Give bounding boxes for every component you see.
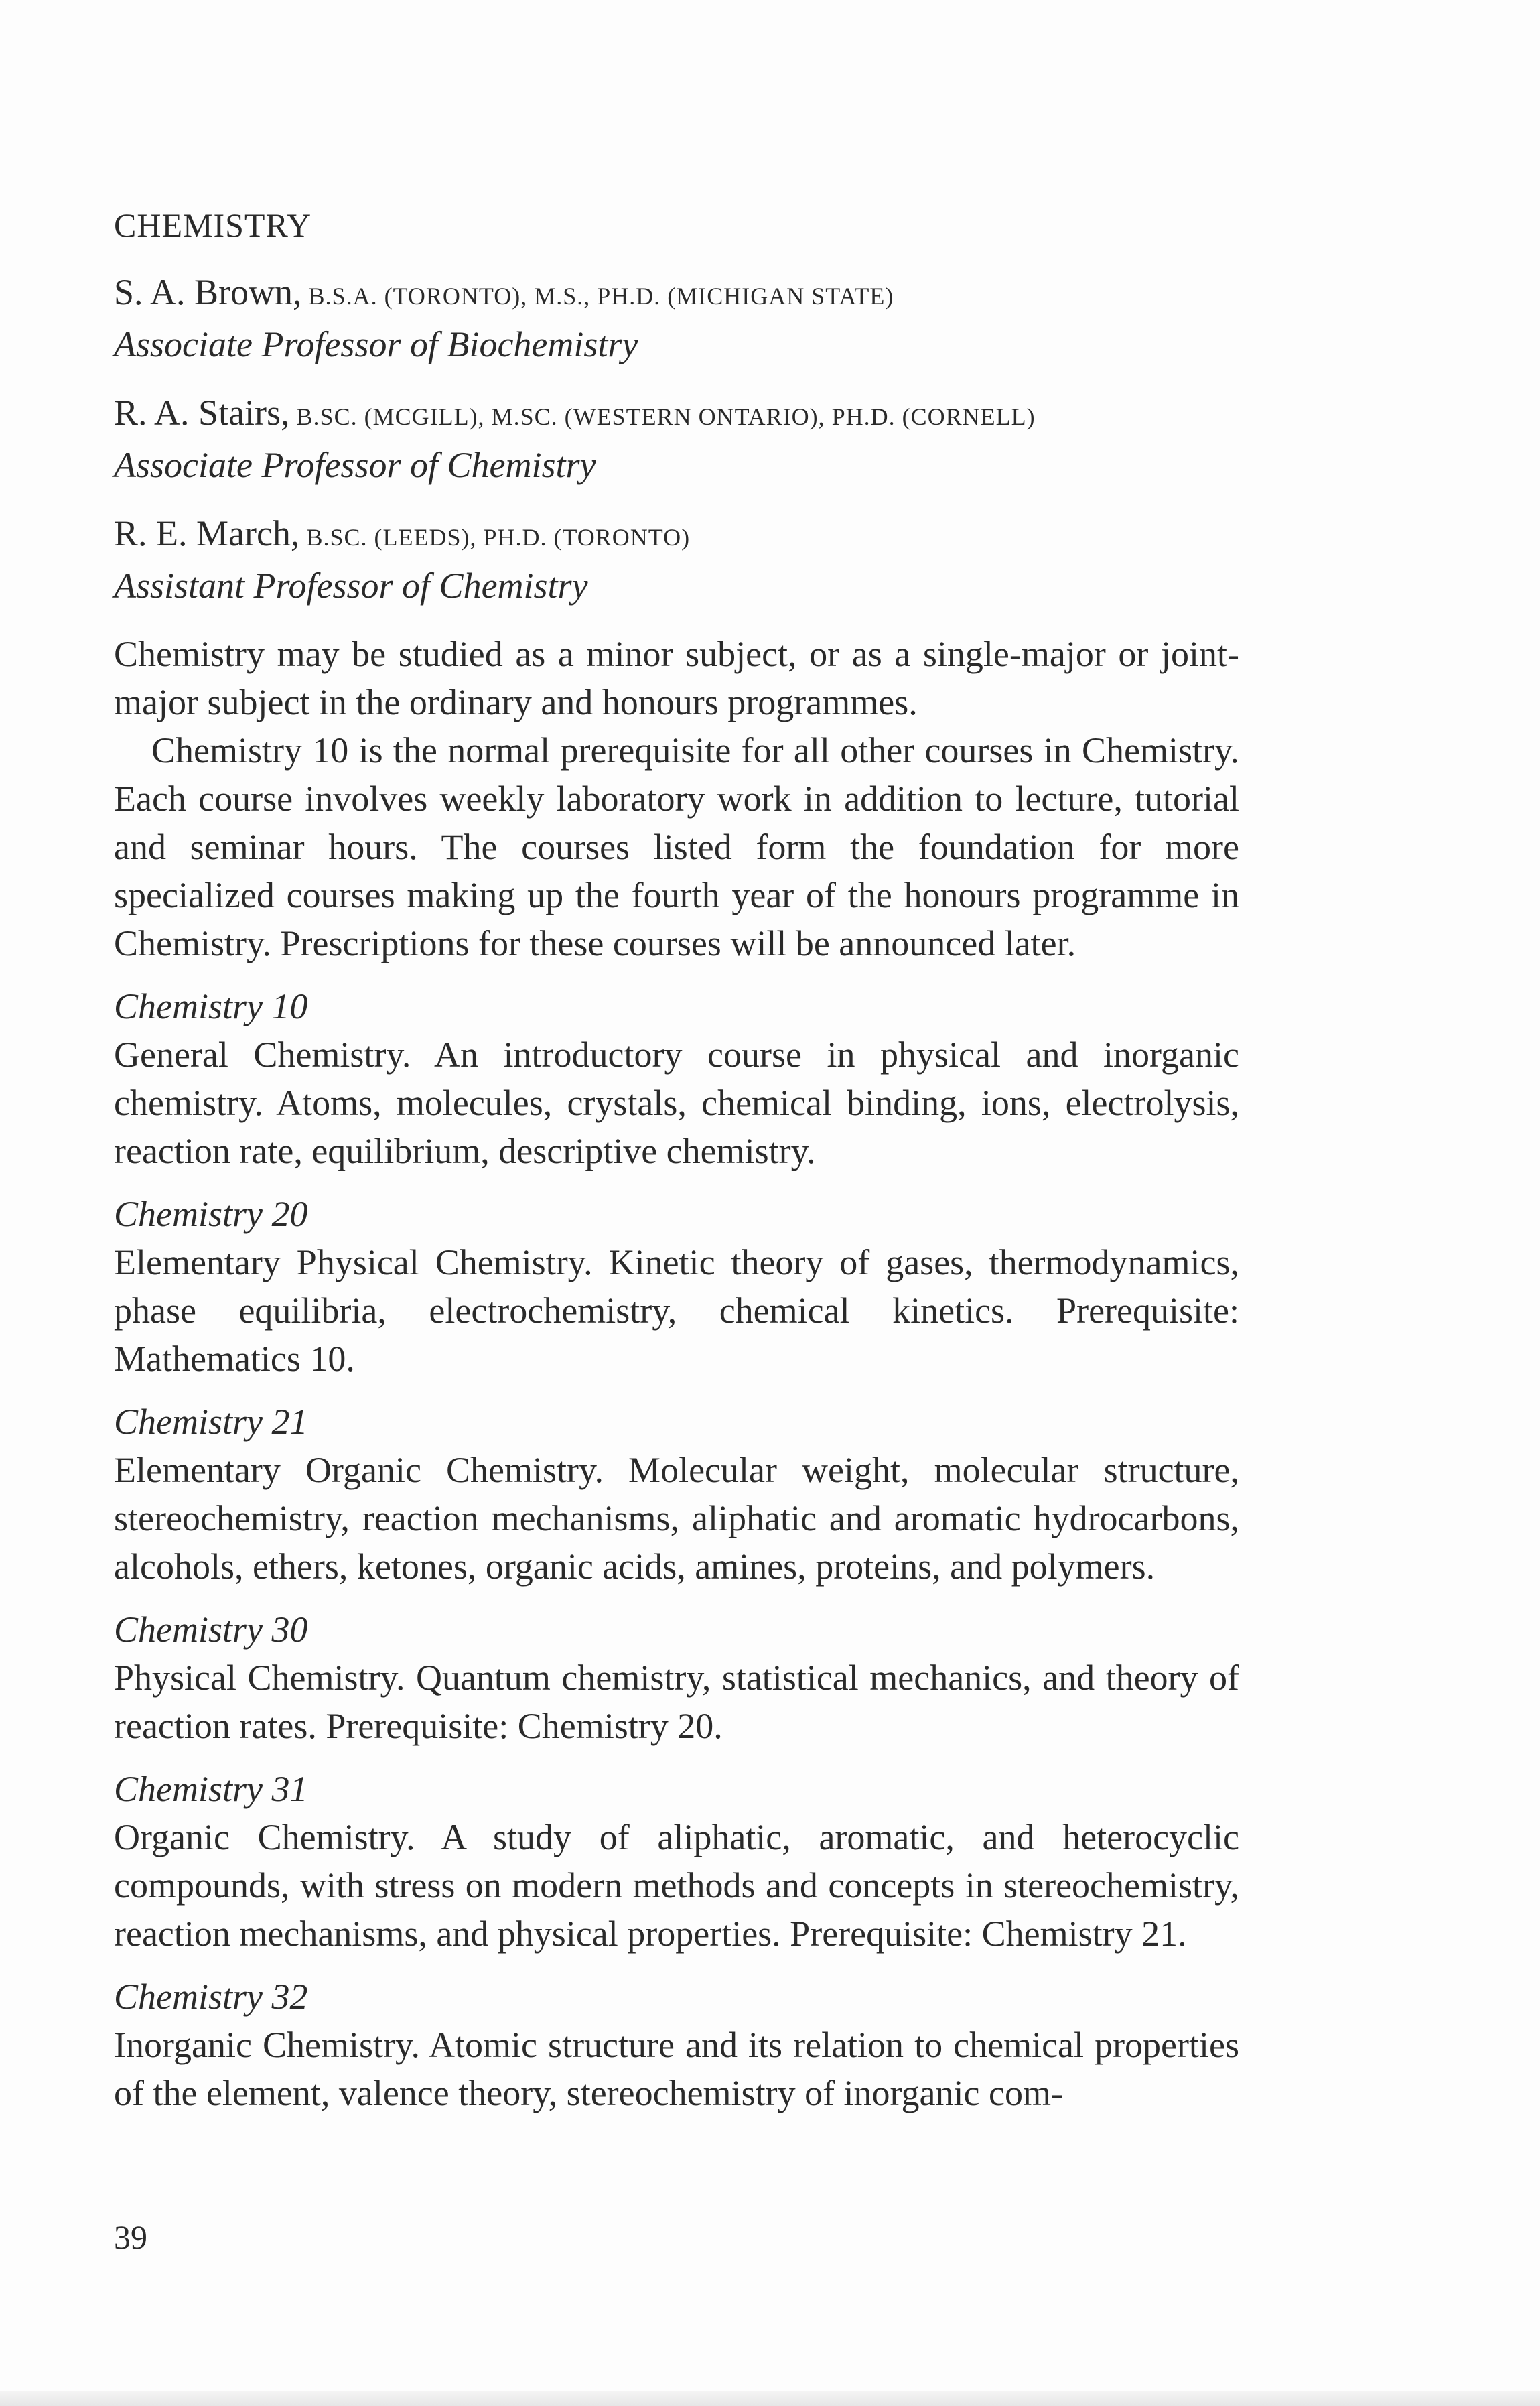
faculty-entry	[114, 268, 1239, 369]
course-entry	[114, 1605, 1239, 1750]
faculty-name-line	[114, 389, 1239, 441]
course-title: Chemistry 10	[114, 986, 308, 1026]
course-entry	[114, 1765, 1239, 1958]
faculty-name: S. A. Brown,	[114, 272, 302, 312]
course-title: Chemistry 20	[114, 1194, 308, 1234]
faculty-credentials: B.S.A. (TORONTO), M.S., PH.D. (MICHIGAN STATE)	[301, 283, 894, 310]
section-heading: CHEMISTRY	[114, 206, 312, 244]
faculty-entry	[114, 389, 1239, 489]
course-description: Elementary Physical Chemistry. Kinetic theory of gases, thermodynamics, phase equilibria, electrochemistry, chemical kinetics. Prerequisite: Mathematics 10.	[114, 1242, 1239, 1379]
intro-paragraph: Chemistry 10 is the normal prerequisite for all other courses in Chemistry. Each course involves weekly laboratory work in addition to lecture, tutorial and seminar hours. The courses listed form the foundation for more specialized courses making up the fourth year of the honours programme in Chemistry. Prescriptions for these courses will be announced later.	[114, 730, 1239, 963]
course-title: Chemistry 30	[114, 1609, 308, 1650]
course-description: Inorganic Chemistry. Atomic structure and its relation to chemical properties of the element, valence theory, stereochemistry of inorganic com-	[114, 2025, 1239, 2113]
page-bottom-edge	[0, 2391, 1540, 2406]
faculty-credentials: B.SC. (LEEDS), PH.D. (TORONTO)	[299, 524, 691, 551]
page-number: 39	[114, 2218, 147, 2256]
course-entry	[114, 1398, 1239, 1591]
course-title: Chemistry 21	[114, 1402, 308, 1442]
page-content	[114, 201, 1239, 2117]
course-entry	[114, 1973, 1239, 2117]
intro-paragraph: Chemistry may be studied as a minor subject, or as a single-major or joint-major subject in the ordinary and honours programmes.	[114, 634, 1239, 722]
faculty-name: R. A. Stairs,	[114, 393, 290, 433]
course-entry	[114, 1190, 1239, 1383]
course-description: Elementary Organic Chemistry. Molecular weight, molecular structure, stereochemistry, reaction mechanisms, aliphatic and aromatic hydrocarbons, alcohols, ethers, ketones, organic acids, amines, proteins, and polymers.	[114, 1450, 1239, 1587]
faculty-entry	[114, 509, 1239, 610]
faculty-title: Associate Professor of Chemistry	[114, 445, 596, 485]
faculty-credentials: B.SC. (MCGILL), M.SC. (WESTERN ONTARIO), PH.D. (CORNELL)	[289, 403, 1036, 430]
course-description: Physical Chemistry. Quantum chemistry, statistical mechanics, and theory of reaction rates. Prerequisite: Chemistry 20.	[114, 1658, 1239, 1746]
faculty-name-line	[114, 509, 1239, 561]
faculty-name: R. E. March,	[114, 513, 300, 553]
course-description: Organic Chemistry. A study of aliphatic, aromatic, and heterocyclic compounds, with stress on modern methods and concepts in stereochemistry, reaction mechanisms, and physical properties. Prerequisite: Chemistry 21.	[114, 1817, 1239, 1954]
course-title: Chemistry 31	[114, 1769, 308, 1809]
faculty-title: Assistant Professor of Chemistry	[114, 565, 588, 606]
course-title: Chemistry 32	[114, 1977, 308, 2017]
course-entry	[114, 982, 1239, 1175]
faculty-title: Associate Professor of Biochemistry	[114, 324, 638, 364]
course-description: General Chemistry. An introductory course in physical and inorganic chemistry. Atoms, molecules, crystals, chemical binding, ions, electrolysis, reaction rate, equilibrium, descriptive chemistry.	[114, 1034, 1239, 1171]
faculty-name-line	[114, 268, 1239, 320]
